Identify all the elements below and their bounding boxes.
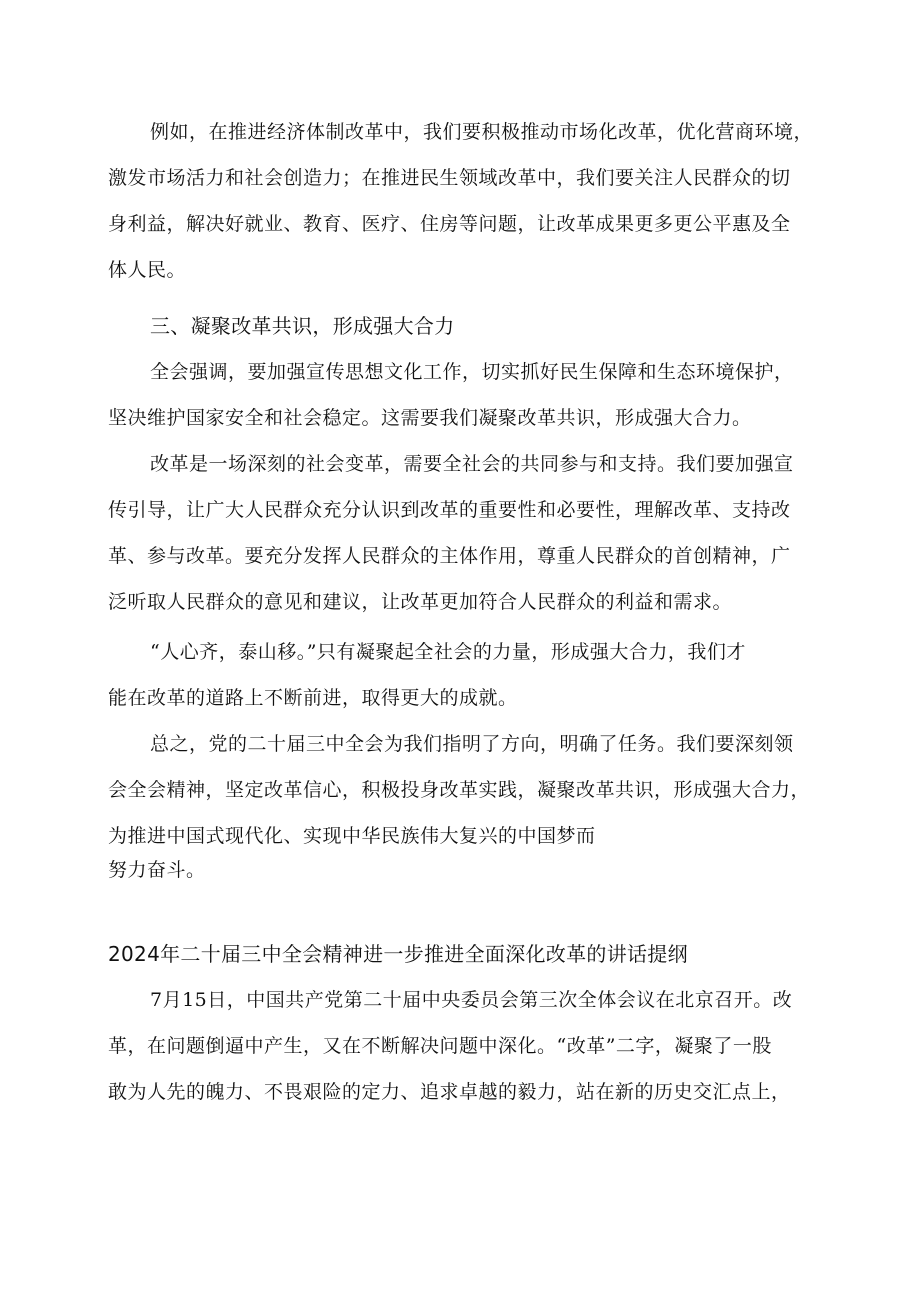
paragraph-line: 改革是一场深刻的社会变革，需要全社会的共同参与和支持。我们要加强宣: [150, 453, 794, 475]
paragraph-line: 7月15日，中国共产党第二十届中央委员会第三次全体会议在北京召开。改: [150, 989, 793, 1011]
paragraph-line: 能在改革的道路上不断前进，取得更大的成就。: [108, 687, 518, 709]
paragraph-line: 泛听取人民群众的意见和建议，让改革更加符合人民群众的利益和需求。: [108, 591, 733, 613]
paragraph-line: 传引导，让广大人民群众充分认识到改革的重要性和必要性，理解改革、支持改: [108, 499, 791, 521]
document-title: 2024年二十届三中全会精神进一步推进全面深化改革的讲话提纲: [108, 942, 688, 966]
paragraph-line: 全会强调，要加强宣传思想文化工作，切实抓好民生保障和生态环境保护，: [150, 361, 794, 383]
paragraph-line: 身利益，解决好就业、教育、医疗、住房等问题，让改革成果更多更公平惠及全: [108, 213, 791, 235]
paragraph-line: 例如，在推进经济体制改革中，我们要积极推动市场化改革，优化营商环境，: [150, 121, 814, 143]
paragraph-line: 会全会精神，坚定改革信心，积极投身改革实践，凝聚改革共识，形成强大合力，: [108, 779, 811, 801]
paragraph-line: 为推进中国式现代化、实现中华民族伟大复兴的中国梦而: [108, 825, 596, 847]
paragraph-line: 努力奋斗。: [108, 859, 206, 881]
paragraph-line: 革、参与改革。要充分发挥人民群众的主体作用，尊重人民群众的首创精神，广: [108, 545, 791, 567]
paragraph-line: 体人民。: [108, 259, 187, 281]
paragraph-line: 激发市场活力和社会创造力；在推进民生领域改革中，我们要关注人民群众的切: [108, 167, 791, 189]
section-heading: 三、凝聚改革共识，形成强大合力: [150, 314, 455, 338]
paragraph-line: 总之，党的二十届三中全会为我们指明了方向，明确了任务。我们要深刻领: [150, 733, 794, 755]
paragraph-line: 坚决维护国家安全和社会稳定。这需要我们凝聚改革共识，形成强大合力。: [108, 407, 752, 429]
paragraph-line: 敢为人先的魄力、不畏艰险的定力、追求卓越的毅力，站在新的历史交汇点上，: [108, 1081, 791, 1103]
paragraph-line: 革，在问题倒逼中产生，又在不断解决问题中深化。“改革”二字，凝聚了一股: [108, 1035, 772, 1057]
paragraph-line: “人心齐，泰山移。”只有凝聚起全社会的力量，形成强大合力，我们才: [150, 641, 746, 663]
